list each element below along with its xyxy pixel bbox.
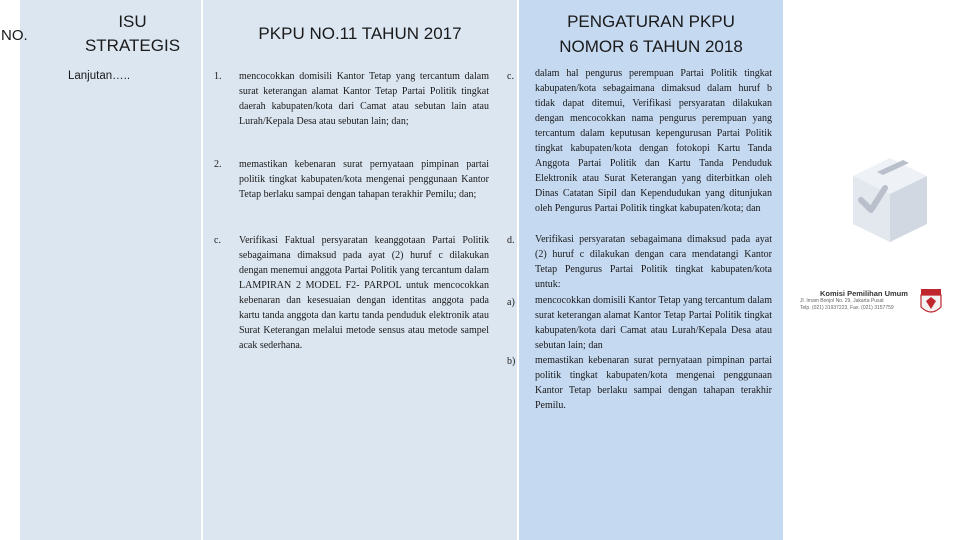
kpu-info <box>800 289 908 312</box>
continuation-label: Lanjutan….. <box>68 70 131 82</box>
pkpu11-item-text: memastikan kebenaran surat pernyataan pimpinan partai politik tingkat kabupaten/kota mengenai penggunaan Kantor Tetap berlaku sampai dengan tahapan terakhir Pemilu; dan; <box>239 159 489 200</box>
org-name: Komisi Pemilihan Umum <box>820 289 908 298</box>
pkpu6-item-marker: b) <box>507 356 516 367</box>
pkpu11-item-text: mencocokkan domisili Kantor Tetap yang tercantum dalam surat keterangan alamat Kantor Tetap Partai Politik tingkat daerah kabupaten/kota dari Camat atau sebutan lain atau Lurah/Kepala Desa atau sebutan lain; dan; <box>239 71 489 127</box>
pkpu6-item-marker: d. <box>507 235 515 246</box>
no-header: NO. <box>1 27 28 44</box>
ballot-box-icon <box>845 150 935 250</box>
org-address-line1: Jl. Imam Bonjol No. 29, Jakarta Pusat <box>800 298 884 304</box>
pkpu11-item-marker: c. <box>214 235 221 246</box>
pkpu6-header-line1: PENGATURAN PKPU <box>567 12 735 31</box>
branding-panel <box>796 0 960 540</box>
pkpu11-item-marker: 1. <box>214 71 222 82</box>
pkpu6-header <box>519 9 783 59</box>
pkpu6-item-text: Verifikasi persyaratan sebagaimana dimaksud pada ayat (2) huruf c dilakukan dengan cara mendatangi Kantor Tetap Pengurus Partai Politik tingkat kabupaten/kota untuk: <box>535 234 772 290</box>
pkpu6-header-line2: NOMOR 6 TAHUN 2018 <box>559 37 743 56</box>
issue-header-line2: STRATEGIS <box>84 36 181 55</box>
issue-header-line1: ISU <box>118 12 147 31</box>
kpu-emblem-icon <box>917 287 945 319</box>
comparison-table <box>1 0 783 540</box>
issue-header <box>70 10 195 58</box>
pkpu6-item-text: dalam hal pengurus perempuan Partai Politik tingkat kabupaten/kota sebagaimana dimaksud dalam huruf b tidak dapat ditemui, Verifikasi persyaratan dilakukan dengan mencocokkan nama pengurus perempuan yang tercantum dalam keputusan kepengurusan Partai Politik tingkat kabupaten/kota dengan fotokopi Kartu Tanda Anggota Partai Politik dan Kartu Tanda Penduduk Elektronik atau Surat Keterangan yang diterbitkan oleh Dinas Catatan Sipil dan Kependudukan yang ditunjukan oleh Pengurus Partai Politik tingkat kabupaten/kota; dan <box>535 68 772 214</box>
pkpu6-item-text: memastikan kebenaran surat pernyataan pimpinan partai politik tingkat kabupaten/kota mengenai penggunaan Kantor Tetap berlaku sampai dengan tahapan terakhir Pemilu. <box>535 355 772 411</box>
pkpu11-item-text: Verifikasi Faktual persyaratan keanggotaan Partai Politik sebagaimana dimaksud pada ayat (2) huruf c dilakukan dengan menemui anggota Partai Politik yang tercantum dalam LAMPIRAN 2 MODEL F2- PARPOL untuk mencocokkan kebenaran dan kesesuaian dengan identitas anggota pada kartu tanda anggota dan kartu tanda penduduk elektronik atau Surat Keterangan melalui metode sensus atau metode sampel acak sederhana. <box>239 235 489 351</box>
pkpu11-header: PKPU NO.11 TAHUN 2017 <box>258 24 462 43</box>
org-address-line2: Telp. (021) 31937223, Fax. (021) 3157759 <box>800 305 894 311</box>
pkpu6-item-marker: c. <box>507 71 514 82</box>
pkpu6-item-text: mencocokkan domisili Kantor Tetap yang tercantum dalam surat keterangan alamat Kantor Tetap Partai Politik tingkat kabupaten/kota dari Camat atau Lurah/Kepala Desa atau sebutan lain; dan <box>535 295 772 351</box>
pkpu6-item-marker: a) <box>507 297 515 308</box>
pkpu11-item-marker: 2. <box>214 159 222 170</box>
